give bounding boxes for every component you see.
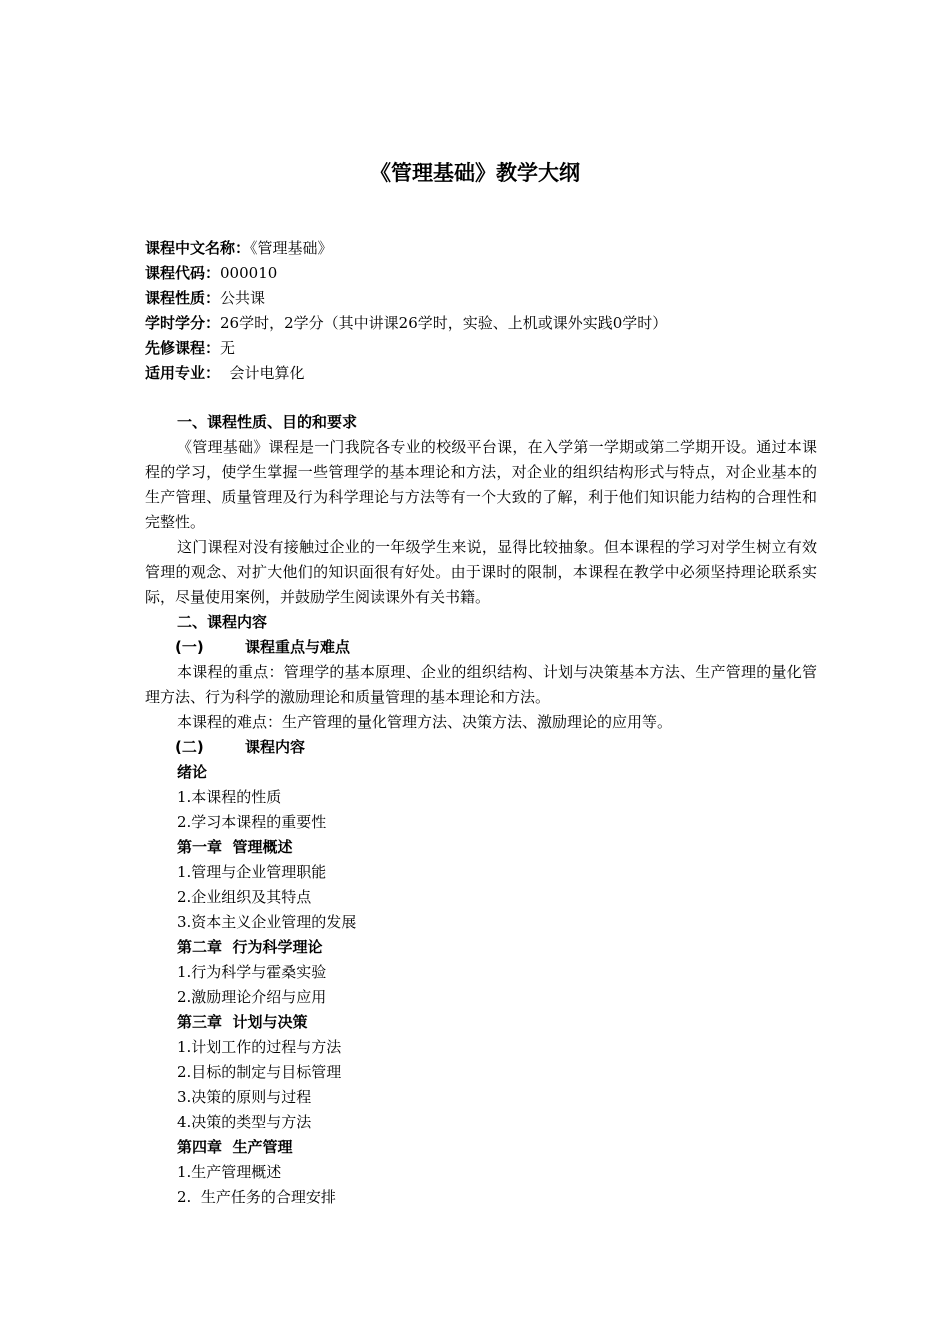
list-item: 3.决策的原则与过程 <box>177 1088 312 1106</box>
paragraph: 本课程的难点：生产管理的量化管理方法、决策方法、激励理论的应用等。 <box>177 713 673 731</box>
list-item: 1.本课程的性质 <box>177 788 282 806</box>
paragraph: 《管理基础》课程是一门我院各专业的校级平台课，在入学第一学期或第二学期开设。通过本课程的学习，使学生掌握一些管理学的基本理论和方法，对企业的组织结构形式与特点，对企业基本的生产管理、质量管理及行为科学理论与方法等有一个大致的了解，利于他们知识能力结构的合理性和完整性。 <box>145 438 817 531</box>
section-heading-1: 一、课程性质、目的和要求 <box>177 413 358 431</box>
course-code-label: 课程代码： <box>145 264 221 282</box>
list-item: 2. 生产任务的合理安排 <box>177 1188 336 1206</box>
major-label: 适用专业： <box>145 364 221 382</box>
list-item: 2.企业组织及其特点 <box>177 888 312 906</box>
subsection-title: 课程重点与难点 <box>245 638 351 656</box>
document-title: 《管理基础》教学大纲 <box>370 161 580 185</box>
chapter-heading: 第四章 生产管理 <box>177 1138 293 1156</box>
paragraph: 本课程的重点：管理学的基本原理、企业的组织结构、计划与决策基本方法、生产管理的量化管理方法、行为科学的激励理论和质量管理的基本理论和方法。 <box>145 663 817 706</box>
course-nature-label: 课程性质： <box>145 289 221 307</box>
subsection-number: (一) <box>175 638 204 656</box>
major-value: 会计电算化 <box>220 364 305 382</box>
course-name-row <box>145 236 825 261</box>
course-info <box>145 236 825 386</box>
paragraph: 这门课程对没有接触过企业的一年级学生来说，显得比较抽象。但本课程的学习对学生树立有效管理的观念、对扩大他们的知识面很有好处。由于课时的限制，本课程在教学中必须坚持理论联系实际，尽量使用案例，并鼓励学生阅读课外有关书籍。 <box>145 538 817 606</box>
subsection-heading <box>145 635 817 660</box>
credit-hours-value: 26学时，2学分（其中讲课26学时，实验、上机或课外实践0学时） <box>220 314 668 332</box>
major-row <box>145 361 825 386</box>
list-item: 1.行为科学与霍桑实验 <box>177 963 327 981</box>
list-item: 1.管理与企业管理职能 <box>177 863 327 881</box>
chapter-heading: 绪论 <box>177 763 208 781</box>
credit-hours-label: 学时学分： <box>145 314 221 332</box>
subsection-title: 课程内容 <box>245 738 306 756</box>
list-item: 1.计划工作的过程与方法 <box>177 1038 342 1056</box>
prerequisite-row <box>145 336 825 361</box>
document-body <box>145 410 817 1210</box>
list-item: 2.学习本课程的重要性 <box>177 813 327 831</box>
section-heading-2: 二、课程内容 <box>177 613 268 631</box>
list-item: 4.决策的类型与方法 <box>177 1113 312 1131</box>
list-item: 3.资本主义企业管理的发展 <box>177 913 357 931</box>
course-nature-row <box>145 286 825 311</box>
chapter-heading: 第一章 管理概述 <box>177 838 293 856</box>
list-item: 2.激励理论介绍与应用 <box>177 988 327 1006</box>
prerequisite-value: 无 <box>220 339 236 357</box>
course-code-row <box>145 261 825 286</box>
subsection-number: (二) <box>175 738 204 756</box>
chapter-heading: 第二章 行为科学理论 <box>177 938 323 956</box>
chapter-heading: 第三章 计划与决策 <box>177 1013 308 1031</box>
list-item: 1.生产管理概述 <box>177 1163 282 1181</box>
list-item: 2.目标的制定与目标管理 <box>177 1063 342 1081</box>
course-name-label: 课程中文名称： <box>145 239 251 257</box>
course-name-value: 《管理基础》 <box>250 239 333 257</box>
subsection-heading <box>145 735 817 760</box>
course-nature-value: 公共课 <box>220 289 266 307</box>
course-code-value: 000010 <box>220 264 278 282</box>
credit-hours-row <box>145 311 825 336</box>
prerequisite-label: 先修课程： <box>145 339 221 357</box>
